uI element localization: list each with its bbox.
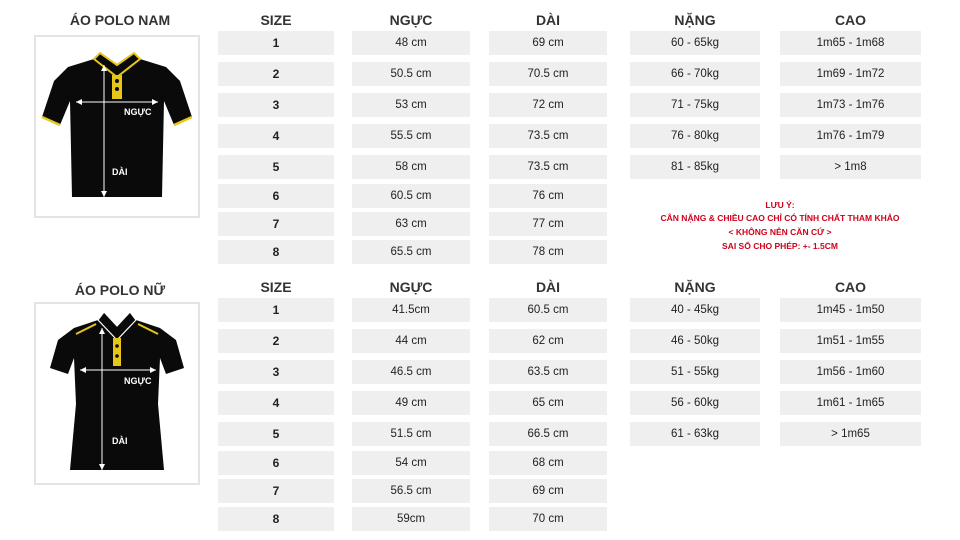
note-line-3: < KHÔNG NÊN CĂN CỨ > — [728, 227, 832, 237]
men-chest-cell: 53 cm — [352, 93, 470, 117]
men-size-cell: 1 — [218, 31, 334, 55]
polo-shirt-men-icon — [36, 37, 198, 216]
women-weight-cell: 51 - 55kg — [630, 360, 760, 384]
men-chest-cell: 60.5 cm — [352, 184, 470, 208]
men-weight-cell: 76 - 80kg — [630, 124, 760, 148]
women-length-cell: 68 cm — [489, 451, 607, 475]
women-size-cell: 5 — [218, 422, 334, 446]
men-size-cell: 2 — [218, 62, 334, 86]
men-chest-cell: 58 cm — [352, 155, 470, 179]
men-length-cell: 77 cm — [489, 212, 607, 236]
men-chest-cell: 48 cm — [352, 31, 470, 55]
women-chest-cell: 46.5 cm — [352, 360, 470, 384]
women-length-cell: 62 cm — [489, 329, 607, 353]
note-line-1: LƯU Ý: — [765, 200, 795, 210]
women-height-cell: 1m61 - 1m65 — [780, 391, 921, 415]
women-height-cell: 1m56 - 1m60 — [780, 360, 921, 384]
men-chest-cell: 63 cm — [352, 212, 470, 236]
women-weight-cell: 61 - 63kg — [630, 422, 760, 446]
men-size-cell: 6 — [218, 184, 334, 208]
women-chest-cell: 59cm — [352, 507, 470, 531]
women-header-weight: NẶNG — [674, 279, 716, 295]
polo-shirt-women-icon — [36, 304, 198, 483]
women-header-length: DÀI — [535, 279, 561, 295]
men-length-cell: 70.5 cm — [489, 62, 607, 86]
women-length-cell: 63.5 cm — [489, 360, 607, 384]
men-weight-cell: 71 - 75kg — [630, 93, 760, 117]
women-length-label: DÀI — [112, 436, 128, 446]
men-length-cell: 73.5 cm — [489, 124, 607, 148]
women-size-cell: 1 — [218, 298, 334, 322]
women-length-cell: 65 cm — [489, 391, 607, 415]
women-header-size: SIZE — [260, 279, 292, 295]
men-length-cell: 72 cm — [489, 93, 607, 117]
men-chest-cell: 55.5 cm — [352, 124, 470, 148]
men-size-cell: 7 — [218, 212, 334, 236]
women-height-cell: 1m51 - 1m55 — [780, 329, 921, 353]
women-size-cell: 6 — [218, 451, 334, 475]
men-chest-cell: 65.5 cm — [352, 240, 470, 264]
men-header-height: CAO — [834, 12, 867, 28]
men-height-cell: 1m76 - 1m79 — [780, 124, 921, 148]
men-length-cell: 73.5 cm — [489, 155, 607, 179]
women-header-chest: NGỰC — [389, 279, 433, 295]
women-height-cell: 1m45 - 1m50 — [780, 298, 921, 322]
men-header-weight: NẶNG — [674, 12, 716, 28]
women-length-cell: 60.5 cm — [489, 298, 607, 322]
women-size-cell: 8 — [218, 507, 334, 531]
women-weight-cell: 46 - 50kg — [630, 329, 760, 353]
men-size-cell: 8 — [218, 240, 334, 264]
women-chest-label: NGỰC — [124, 376, 152, 386]
women-chest-cell: 54 cm — [352, 451, 470, 475]
women-shirt-image — [34, 302, 200, 485]
men-header-length: DÀI — [535, 12, 561, 28]
women-weight-cell: 56 - 60kg — [630, 391, 760, 415]
men-length-label: DÀI — [112, 167, 128, 177]
women-section-title: ÁO POLO NỮ — [74, 282, 166, 298]
men-weight-cell: 60 - 65kg — [630, 31, 760, 55]
women-length-cell: 70 cm — [489, 507, 607, 531]
note-line-4: SAI SỐ CHO PHÉP: +- 1.5CM — [722, 241, 838, 251]
women-weight-cell: 40 - 45kg — [630, 298, 760, 322]
men-shirt-image — [34, 35, 200, 218]
men-height-cell: 1m65 - 1m68 — [780, 31, 921, 55]
women-size-cell: 2 — [218, 329, 334, 353]
men-size-cell: 4 — [218, 124, 334, 148]
men-length-cell: 76 cm — [489, 184, 607, 208]
women-chest-cell: 51.5 cm — [352, 422, 470, 446]
women-size-cell: 4 — [218, 391, 334, 415]
men-height-cell: 1m69 - 1m72 — [780, 62, 921, 86]
women-chest-cell: 44 cm — [352, 329, 470, 353]
women-size-cell: 7 — [218, 479, 334, 503]
women-length-cell: 66.5 cm — [489, 422, 607, 446]
women-chest-cell: 56.5 cm — [352, 479, 470, 503]
women-chest-cell: 49 cm — [352, 391, 470, 415]
women-size-cell: 3 — [218, 360, 334, 384]
men-weight-cell: 66 - 70kg — [630, 62, 760, 86]
men-length-cell: 69 cm — [489, 31, 607, 55]
men-weight-cell: 81 - 85kg — [630, 155, 760, 179]
men-length-cell: 78 cm — [489, 240, 607, 264]
men-header-chest: NGỰC — [389, 12, 433, 28]
women-height-cell: > 1m65 — [780, 422, 921, 446]
women-length-cell: 69 cm — [489, 479, 607, 503]
men-size-cell: 5 — [218, 155, 334, 179]
men-height-cell: 1m73 - 1m76 — [780, 93, 921, 117]
note-line-2: CÂN NẶNG & CHIỀU CAO CHỈ CÓ TÍNH CHẤT THAM KHẢO — [660, 213, 900, 223]
women-chest-cell: 41.5cm — [352, 298, 470, 322]
men-size-cell: 3 — [218, 93, 334, 117]
men-chest-cell: 50.5 cm — [352, 62, 470, 86]
men-chest-label: NGỰC — [124, 107, 152, 117]
men-height-cell: > 1m8 — [780, 155, 921, 179]
women-header-height: CAO — [834, 279, 867, 295]
men-header-size: SIZE — [260, 12, 292, 28]
men-section-title: ÁO POLO NAM — [69, 12, 171, 28]
